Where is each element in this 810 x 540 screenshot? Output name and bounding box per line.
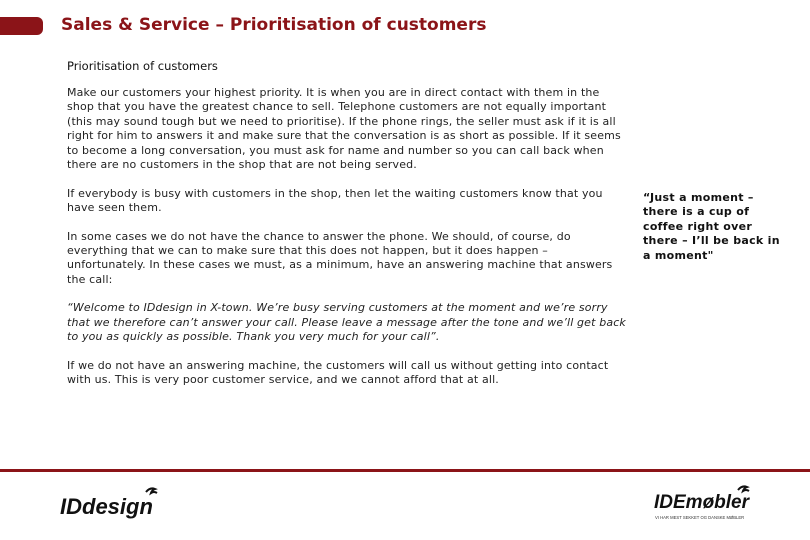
section-heading: Prioritisation of customers [67,59,218,73]
paragraph-priority: Make our customers your highest priority. It is when you are in direct contact with them in the shop that you have the greatest chance to sell. Telephone customers are not equally important (this may sound tough but we need to prioritise). If the phone rings, the seller must ask if it is all right for him to answers it and make sure that the conversation is as short as possible. If it seems to become a long conversation, you must ask for name and number so you can call back when there are no customers in the shop that are not being served. [67,86,621,172]
body-text [67,86,627,402]
page-title: Sales & Service – Prioritisation of customers [61,15,487,35]
svg-text:IDdesign: IDdesign [60,494,153,519]
paragraph-poor-service: If we do not have an answering machine, the customers will call us without getting into contact with us. This is very poor customer service, and we cannot afford that at all. [67,358,609,387]
title-tab-marker [0,17,43,35]
svg-text:IDEmøbler: IDEmøbler [654,492,750,513]
iddesign-logo [58,484,168,524]
paragraph-voicemail-quote: “Welcome to IDdesign in X-town. We’re busy serving customers at the moment and we’re sorry that we therefore can’t answer your call. Please leave a message after the tone and we’ll get back to you as quickly as possible. Thank you very much for your call”. [67,301,626,344]
svg-text:VI HAR MEST SEKKET OG DANSKE M: VI HAR MEST SEKKET OG DANSKE MØBLER [655,515,745,520]
paragraph-answering-machine: In some cases we do not have the chance to answer the phone. We should, of course, do everything that we can to make sure that this does not happen, but it does happen – unfortunately. In these cases we must, as a minimum, have an answering machine that answers the call: [67,229,613,286]
footer-divider [0,469,810,472]
callout-quote: “Just a moment – there is a cup of coffee right over there – I’ll be back in a moment" [643,191,780,262]
idemobler-logo [652,482,762,526]
paragraph-waiting: If everybody is busy with customers in the shop, then let the waiting customers know that you have seen them. [67,186,603,215]
